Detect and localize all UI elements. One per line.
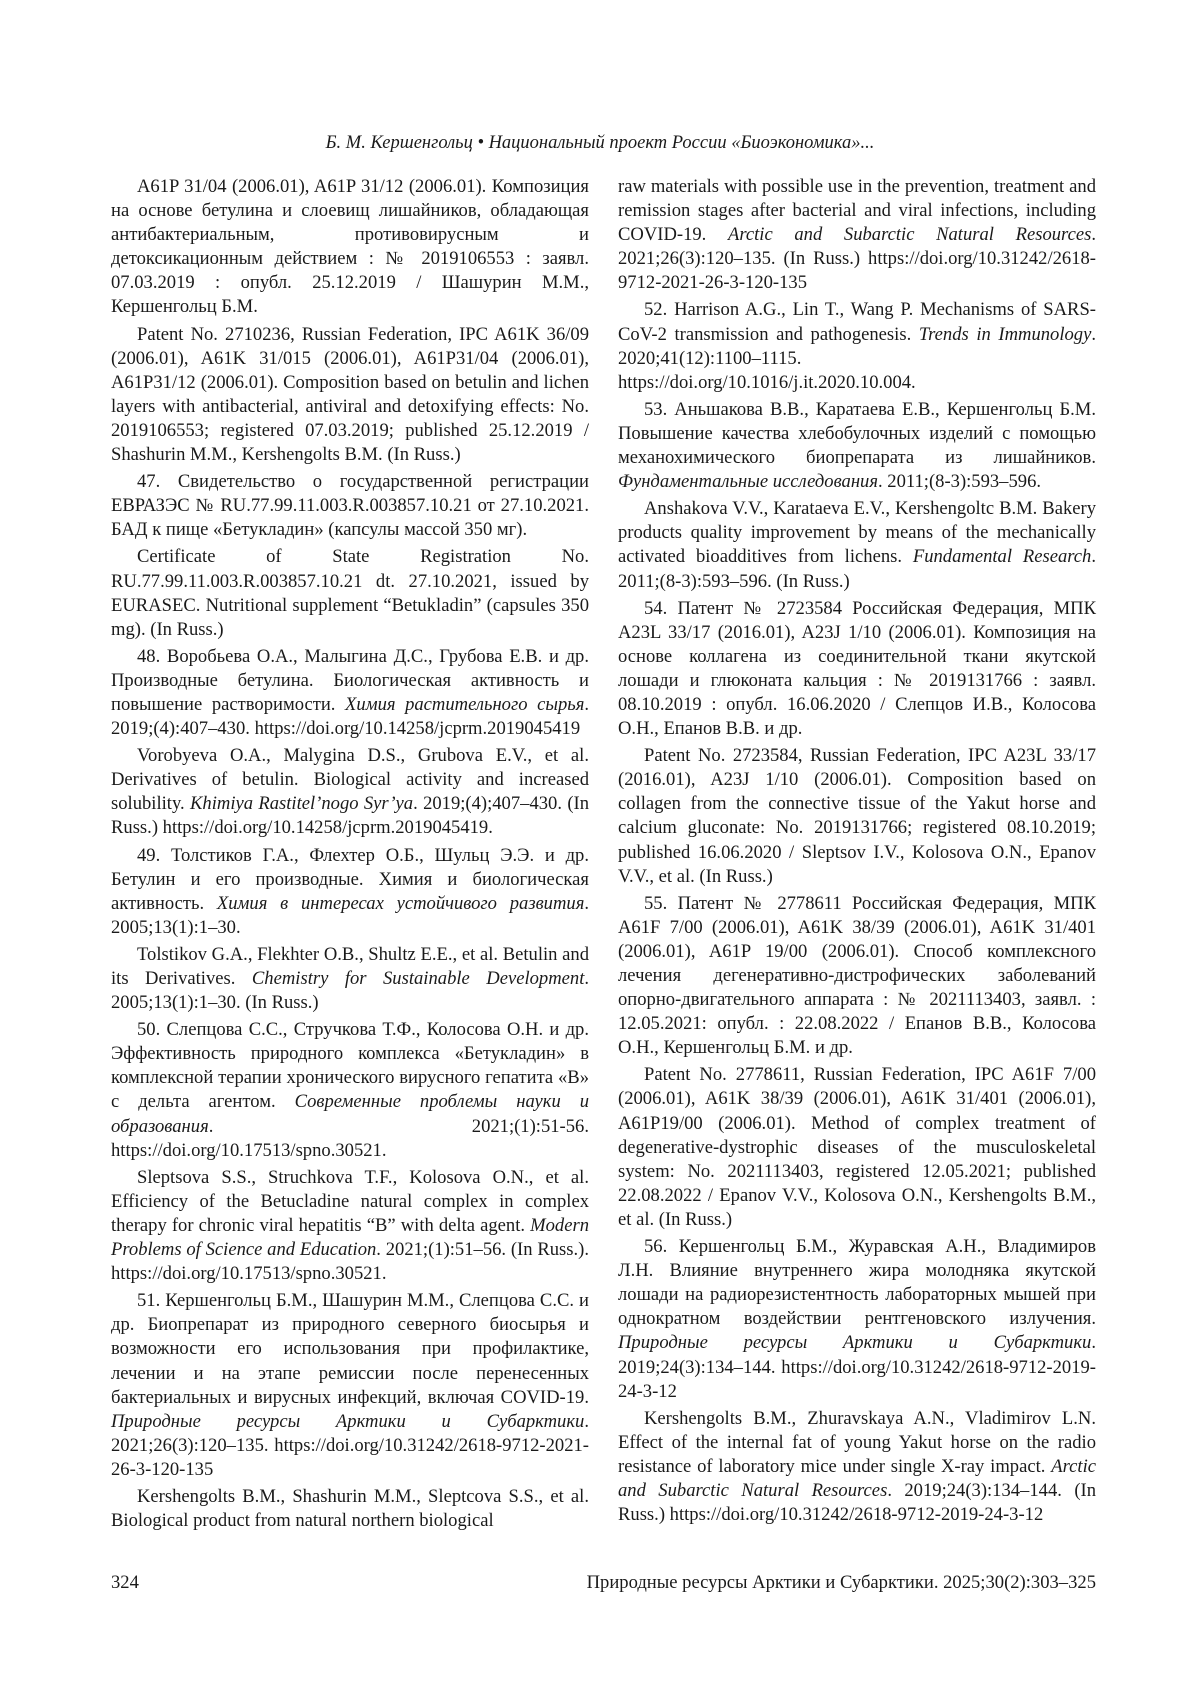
reference-paragraph <box>618 597 1096 742</box>
running-head: Б. М. Кершенгольц • Национальный проект России «Биоэкономика»... <box>325 133 875 153</box>
reference-paragraph <box>111 323 589 468</box>
reference-paragraph <box>618 1235 1096 1404</box>
reference-text: Tolstikov G.A., Flekhter O.B., Shultz E.E., et al. Betulin and its Derivatives. <box>111 943 589 989</box>
reference-text: Certificate of State Registration No. RU.77.99.11.003.R.003857.10.21 dt. 27.10.2021, issued by EURASEC. Nutritional supplement “Betukladin” (capsules 350 mg). (In Russ.) <box>111 546 589 640</box>
reference-text: raw materials with possible use in the prevention, treatment and remission stages after bacterial and viral infections, including COVID-19. <box>618 176 1096 246</box>
reference-text: 47. Свидетельство о государственной регистрации ЕВРАЗЭС № RU.77.99.11.003.R.003857.10.21 от 27.10.2021. БАД к пище «Бетукладин» (капсулы массой 350 мг). <box>111 471 589 541</box>
reference-text: 51. Кершенгольц Б.М., Шашурин М.М., Слепцова С.С. и др. Биопрепарат из природного северного биосырья и возможности его использования при профилактике, лечении и на этапе ремиссии после перенесенных бактериальных и вирусных инфекций, включая COVID-19. <box>111 1290 589 1408</box>
reference-text: 48. Воробьева О.А., Малыгина Д.С., Грубова Е.В. и др. Производные бетулина. Биологическая активность и повышение растворимости. <box>111 645 589 715</box>
reference-text: . 2011;(8-3):593–596. (In Russ.) <box>618 546 1097 592</box>
reference-source-title: Khimiya Rastitel’nogo Syr’ya <box>190 793 414 815</box>
reference-text: . 2019;24(3):134–144. https://doi.org/10.31242/2618-9712-2019-24-3-12 <box>618 1332 1096 1402</box>
reference-source-title: Modern Problems of Science and Education <box>111 1214 589 1261</box>
reference-paragraph <box>618 497 1096 593</box>
reference-paragraph <box>111 844 589 940</box>
reference-paragraph <box>111 744 589 840</box>
reference-text: Patent No. 2723584, Russian Federation, IPC A23L 33/17 (2016.01), A23J 1/10 (2006.01). Composition based on collagen from the connective tissue of the Yakut horse and calcium gluconate: No. 2019131766; registered 08.10.2019; published 16.06.2020 / Sleptsov I.V., Kolosova O.N., Epanov V.V., et al. (In Russ.) <box>618 745 1096 887</box>
reference-paragraph <box>618 298 1096 394</box>
reference-text: . 2011;(8-3):593–596. <box>878 471 1042 493</box>
reference-paragraph <box>111 943 589 1015</box>
reference-paragraph <box>618 1407 1096 1527</box>
reference-text: Patent No. 2778611, Russian Federation, IPC A61F 7/00 (2006.01), A61K 38/39 (2006.01), A61K 31/401 (2006.01), A61P19/00 (2006.01). Method of complex treatment of degenerative-dystrophic diseases of the musculoskeletal system: No. 2021113403, registered 12.05.2021; published 22.08.2022 / Epanov V.V., Kolosova O.N., Kershengolts B.M., et al. (In Russ.) <box>618 1064 1096 1230</box>
reference-text: 50. Слепцова С.С., Стручкова Т.Ф., Колосова О.Н. и др. Эффективность природного комплекса «Бетукладин» в комплексной терапии хронического вирусного гепатита «В» с дельта агентом. <box>111 1019 589 1113</box>
reference-text: . 2005;13(1):1–30. (In Russ.) <box>111 968 590 1014</box>
reference-source-title: Arctic and Subarctic Natural Resources <box>618 1455 1096 1501</box>
reference-source-title: Chemistry for Sustainable Development <box>251 968 585 989</box>
reference-source-title: Современные проблемы науки и образования <box>111 1091 589 1137</box>
reference-paragraph <box>111 470 589 542</box>
reference-text: . 2019;(4);407–430. (In Russ.) https://doi.org/10.14258/jcprm.2019045419. <box>111 793 589 839</box>
reference-text: Kershengolts B.M., Zhuravskaya A.N., Vladimirov L.N. Effect of the internal fat of young Yakut horse on the radio resistance of laboratory mice under single X-ray impact. <box>618 1407 1096 1477</box>
reference-text: . 2021;26(3):120–135. https://doi.org/10.31242/2618-9712-2021-26-3-120-135 <box>111 1410 589 1480</box>
reference-text: Vorobyeva O.A., Malygina D.S., Grubova E.V., et al. Derivatives of betulin. Biological activity and increased solubility. <box>111 745 589 815</box>
journal-citation: Природные ресурсы Арктики и Субарктики. 2025;30(2):303–325 <box>586 1572 1096 1593</box>
reference-paragraph <box>111 1018 589 1163</box>
reference-paragraph <box>618 175 1096 295</box>
reference-text: Kershengolts B.M., Shashurin M.M., Sleptcova S.S., et al. Biological product from natural northern biological <box>111 1485 589 1532</box>
reference-text: Anshakova V.V., Karataeva E.V., Kershengoltc B.M. Bakery products quality improvement by means of the mechanically activated bioadditives from lichens. <box>618 498 1096 568</box>
reference-source-title: Химия растительного сырья <box>345 693 585 715</box>
reference-text: . 2021;(1):51–56. (In Russ.). https://doi.org/10.17513/spno.30521. <box>111 1239 589 1285</box>
reference-paragraph <box>111 175 589 320</box>
reference-text: 53. Аньшакова В.В., Каратаева Е.В., Кершенгольц Б.М. Повышение качества хлебобулочных изделий с помощью механохимического биопрепарата из лишайников. <box>618 398 1096 469</box>
reference-text: . 2021;(1):51-56. https://doi.org/10.17513/spno.30521. <box>111 1115 589 1161</box>
reference-source-title: Fundamental Research <box>912 546 1092 568</box>
reference-source-title: Природные ресурсы Арктики и Субарктики <box>618 1332 1092 1354</box>
reference-text: 49. Толстиков Г.А., Флехтер О.Б., Шульц Э.Э. и др. Бетулин и его производные. Химия и биологическая активность. <box>111 844 589 914</box>
reference-text: 56. Кершенгольц Б.М., Журавская А.Н., Владимиров Л.Н. Влияние внутреннего жира молодняка якутской лошади на радиорезистентность лабораторных мышей при однократном воздействии рентгеновского излучения. <box>618 1236 1096 1330</box>
reference-text: . 2019;24(3):134–144. (In Russ.) https://doi.org/10.31242/2618-9712-2019-24-3-12 <box>618 1479 1096 1526</box>
left-column <box>111 175 589 1536</box>
reference-text: 54. Патент № 2723584 Российская Федерация, МПК A23L 33/17 (2016.01), A23J 1/10 (2006.01). Композиция на основе коллагена из соединительной ткани якутской лошади и глюконата кальция : № 2019131766 : заявл. 08.10.2019 : опубл. 16.06.2020 / Слепцов И.В., Колосова О.Н., Епанов В.В. и др. <box>618 597 1096 740</box>
reference-text: Sleptsova S.S., Struchkova T.F., Kolosova O.N., et al. Efficiency of the Betucladine natural complex in complex therapy for chronic viral hepatitis “B” with delta agent. <box>111 1166 589 1236</box>
reference-source-title: Trends in Immunology <box>918 323 1092 345</box>
reference-paragraph <box>618 744 1096 889</box>
reference-paragraph <box>618 398 1096 494</box>
reference-paragraph <box>618 892 1096 1061</box>
reference-paragraph <box>111 1289 589 1482</box>
reference-text: . 2005;13(1):1–30. <box>111 892 590 938</box>
reference-text: Patent No. 2710236, Russian Federation, IPC A61K 36/09 (2006.01), A61K 31/015 (2006.01), A61P31/04 (2006.01), A61P31/12 (2006.01). Composition based on betulin and lichen layers with antibacterial, antiviral and detoxifying effects: No. 2019106553; registered 07.03.2019; published 25.12.2019 / Shashurin M.M., Kershengolts B.M. (In Russ.) <box>111 323 589 466</box>
reference-source-title: Arctic and Subarctic Natural Resources <box>727 224 1092 246</box>
reference-paragraph <box>111 545 589 641</box>
reference-source-title: Природные ресурсы Арктики и Субарктики <box>111 1410 585 1432</box>
reference-text: 55. Патент № 2778611 Российская Федерация, МПК A61F 7/00 (2006.01), A61K 38/39 (2006.01), A61K 31/401 (2006.01), A61P 19/00 (2006.01). Способ комплексного лечения дегенеративно-дистрофических заболеваний опорно-двигательного аппарата : № 2021113403, заявл. : 12.05.2021: опубл. : 22.08.2022 / Епанов В.В., Колосова О.Н., Кершенгольц Б.М. и др. <box>618 892 1096 1059</box>
reference-text: A61P 31/04 (2006.01), A61P 31/12 (2006.01). Композиция на основе бетулина и слоевищ лишайников, обладающая антибактериальным, противовирусным и детоксикационным действием : № 2019106553 : заявл. 07.03.2019 : опубл. 25.12.2019 / Шашурин М.М., Кершенгольц Б.М. <box>111 176 589 318</box>
reference-text: 52. Harrison A.G., Lin T., Wang P. Mechanisms of SARS-CoV-2 transmission and pathogenesis. <box>618 299 1096 345</box>
reference-source-title: Фундаментальные исследования <box>618 471 878 493</box>
reference-paragraph <box>111 645 589 741</box>
reference-paragraph <box>618 1063 1096 1232</box>
reference-text: . 2019;(4):407–430. https://doi.org/10.14258/jcprm.2019045419 <box>111 693 590 740</box>
reference-paragraph <box>111 1166 589 1286</box>
reference-text: . 2020;41(12):1100–1115. https://doi.org/10.1016/j.it.2020.10.004. <box>618 323 1097 393</box>
page-number: 324 <box>111 1572 139 1593</box>
reference-text: . 2021;26(3):120–135. (In Russ.) https://doi.org/10.31242/2618-9712-2021-26-3-120-135 <box>618 224 1096 294</box>
reference-paragraph <box>111 1485 589 1533</box>
reference-source-title: Химия в интересах устойчивого развития <box>216 892 585 914</box>
right-column <box>618 175 1096 1530</box>
